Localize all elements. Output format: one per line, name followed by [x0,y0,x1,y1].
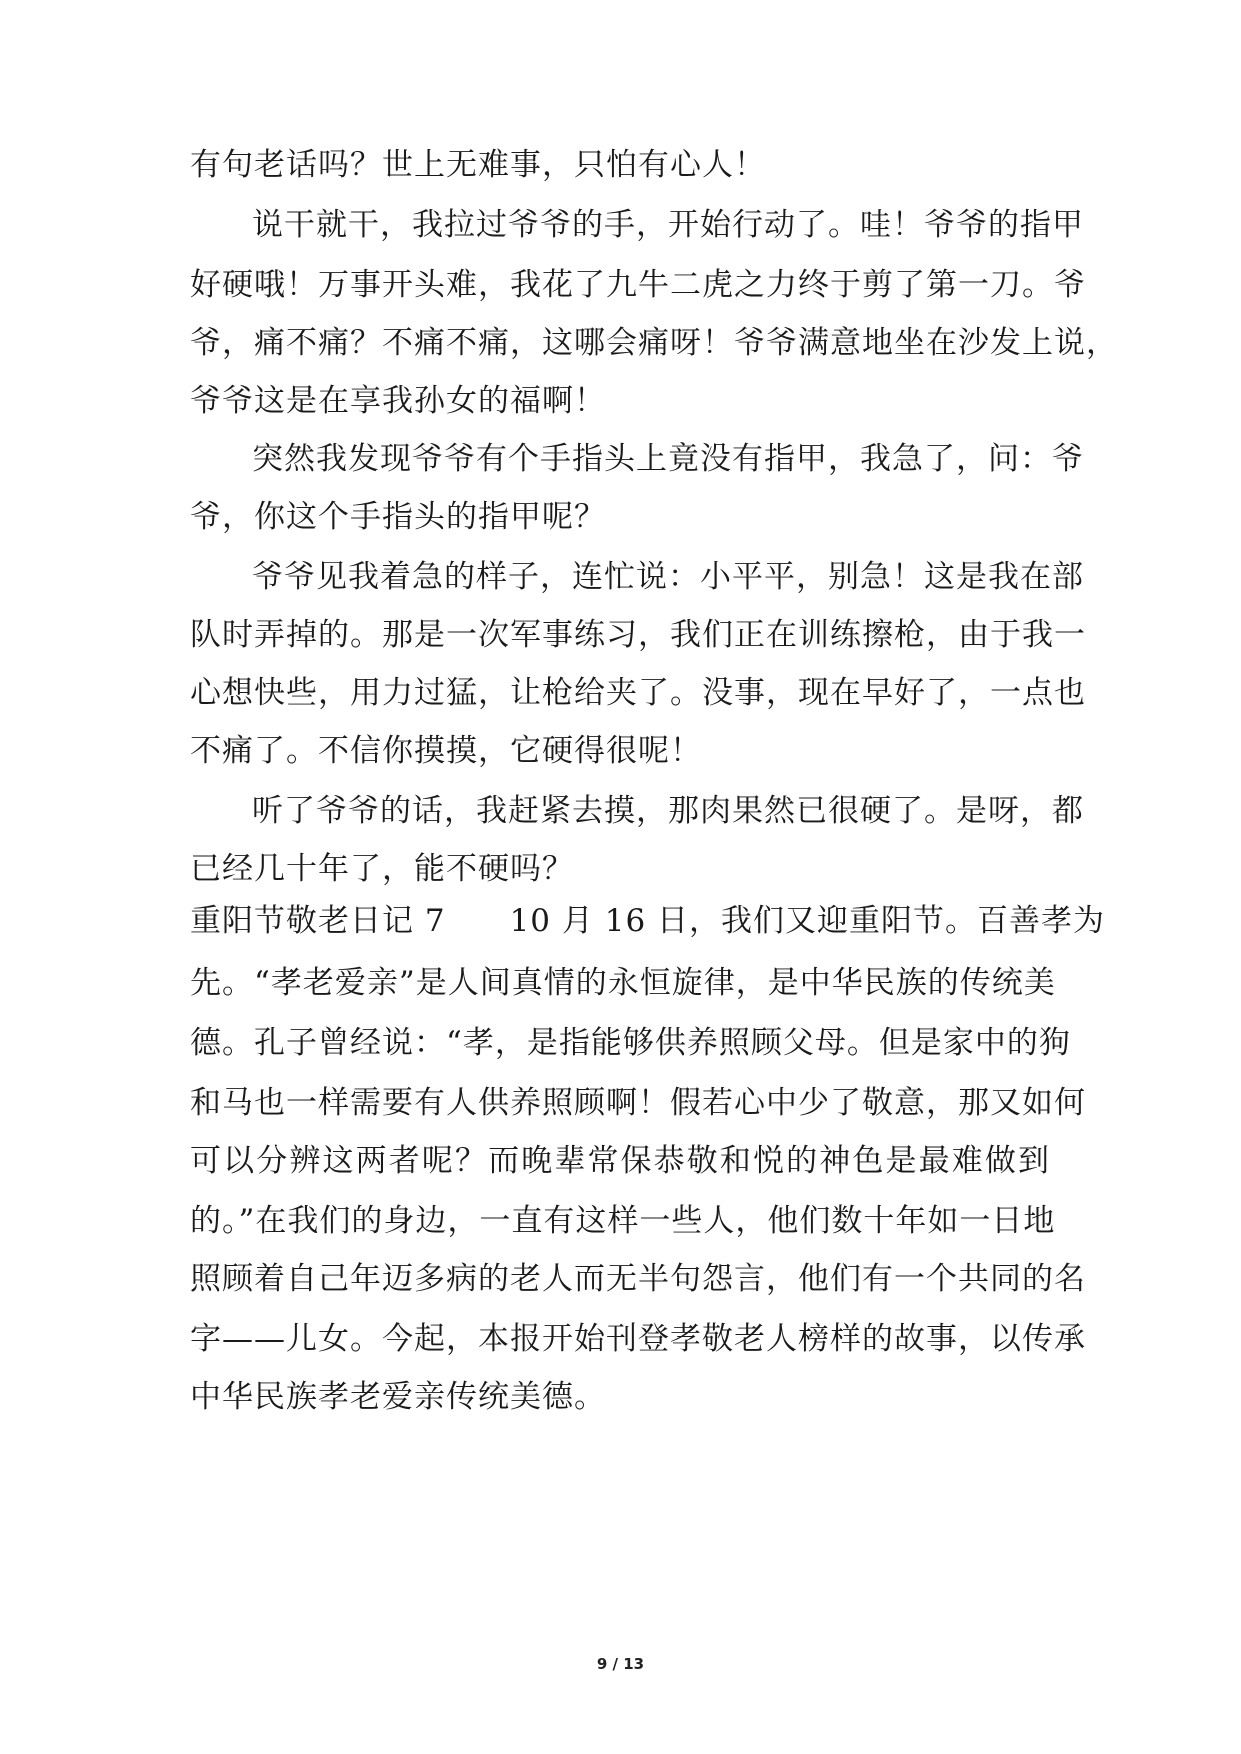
text-line-14: 重阳节敬老日记 7 10 月 16 日，我们又迎重阳节。百善孝为 [190,903,1106,939]
text-line-5: 爷爷这是在享我孙女的福啊！ [190,383,606,419]
text-line-8: 爷爷见我着急的样子，连忙说：小平平，别急！这是我在部 [252,559,1084,595]
text-line-2: 说干就干，我拉过爷爷的手，开始行动了。哇！爷爷的指甲 [252,207,1084,243]
text-line-17: 和马也一样需要有人供养照顾啊！假若心中少了敬意，那又如何 [190,1085,1086,1121]
text-line-18: 可以分辨这两者呢？而晚辈常保恭敬和悦的神色是最难做到 [190,1143,1050,1179]
text-line-22: 中华民族孝老爱亲传统美德。 [190,1379,606,1415]
text-line-21: 字——儿女。今起，本报开始刊登孝敬老人榜样的故事，以传承 [190,1321,1086,1357]
text-line-7: 爷，你这个手指头的指甲呢？ [190,499,606,535]
text-line-9: 队时弄掉的。那是一次军事练习，我们正在训练擦枪，由于我一 [190,617,1086,653]
text-line-19: 的。”在我们的身边，一直有这样一些人，他们数十年如一日地 [190,1203,1056,1239]
text-line-12: 听了爷爷的话，我赶紧去摸，那肉果然已很硬了。是呀，都 [252,793,1084,829]
text-line-13: 已经几十年了，能不硬吗？ [190,851,574,887]
text-line-4: 爷，痛不痛？不痛不痛，这哪会痛呀！爷爷满意地坐在沙发上说， [190,325,1118,361]
text-line-20: 照顾着自己年迈多病的老人而无半句怨言，他们有一个共同的名 [190,1261,1086,1297]
text-line-1: 有句老话吗？世上无难事，只怕有心人！ [190,147,766,183]
text-line-15: 先。“孝老爱亲”是人间真情的永恒旋律，是中华民族的传统美 [190,965,1056,1001]
text-line-10: 心想快些，用力过猛，让枪给夹了。没事，现在早好了，一点也 [190,675,1086,711]
text-line-3: 好硬哦！万事开头难，我花了九牛二虎之力终于剪了第一刀。爷 [190,267,1086,303]
page-number: 9 / 13 [596,1655,645,1673]
text-line-6: 突然我发现爷爷有个手指头上竟没有指甲，我急了，问：爷 [252,441,1084,477]
text-line-11: 不痛了。不信你摸摸，它硬得很呢！ [190,733,702,769]
text-line-16: 德。孔子曾经说：“孝，是指能够供养照顾父母。但是家中的狗 [190,1025,1071,1061]
